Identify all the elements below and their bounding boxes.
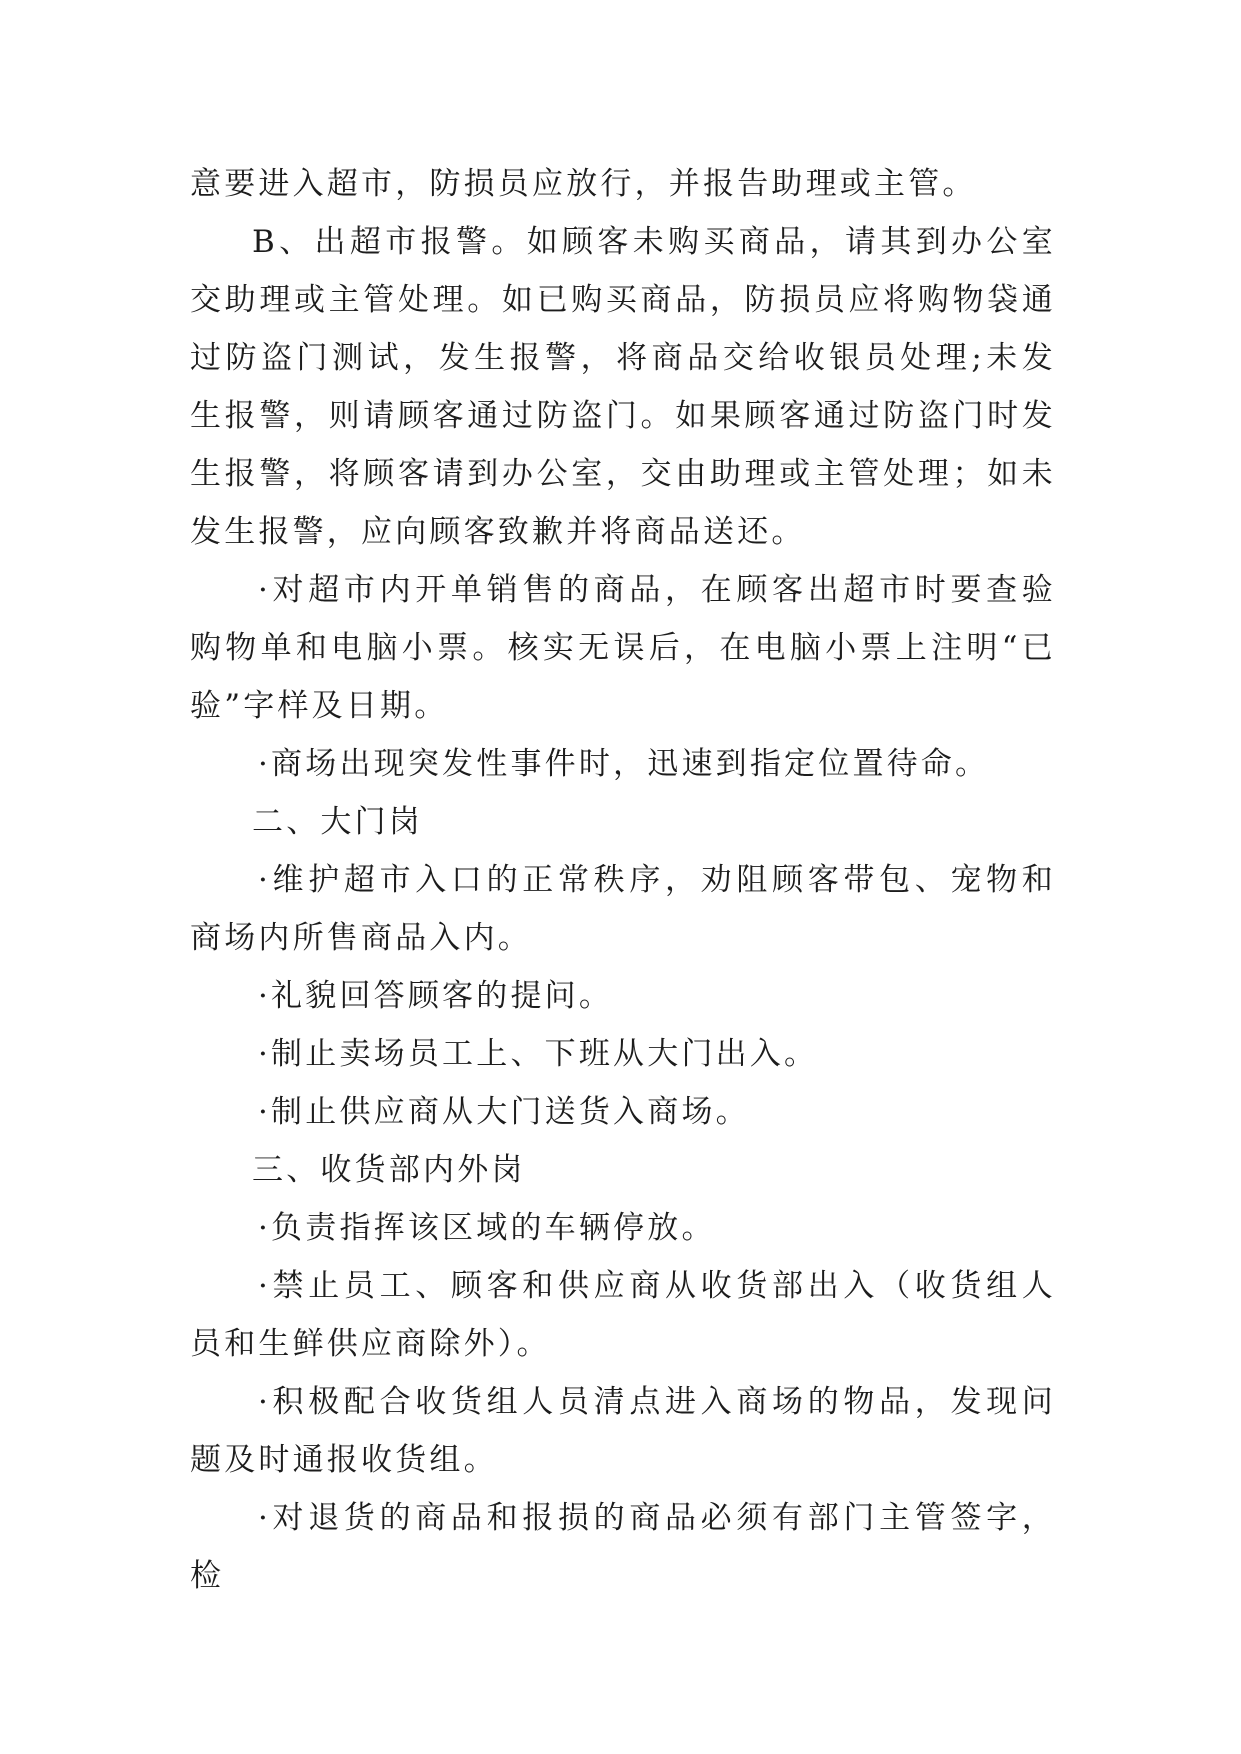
paragraph-exit-alarm: B、出超市报警。如顾客未购买商品，请其到办公室交助理或主管处理。如已购买商品，防损员应将购物袋通过防盗门测试，发生报警，将商品交给收银员处理;未发生报警，则请顾客通过防盗门。如果顾客通过防盗门时发生报警，将顾客请到办公室，交由助理或主管处理；如未发生报警，应向顾客致歉并将商品送还。 bbox=[190, 224, 1056, 550]
bullet-vehicle-parking: ·负责指挥该区域的车辆停放。 bbox=[258, 1210, 716, 1246]
bullet-count-goods: ·积极配合收货组人员清点进入商场的物品，发现问题及时通报收货组。 bbox=[190, 1384, 1056, 1478]
paragraph-continuation: 意要进入超市，防损员应放行，并报告助理或主管。 bbox=[190, 166, 977, 202]
bullet-answer-questions: ·礼貌回答顾客的提问。 bbox=[258, 978, 614, 1014]
bullet-staff-entry: ·制止卖场员工上、下班从大门出入。 bbox=[258, 1036, 819, 1072]
bullet-returns-signature: ·对退货的商品和报损的商品必须有部门主管签字，检 bbox=[190, 1500, 1056, 1594]
document-body bbox=[190, 155, 1056, 1605]
bullet-emergency: ·商场出现突发性事件时，迅速到指定位置待命。 bbox=[258, 746, 990, 782]
section-heading-main-gate: 二、大门岗 bbox=[252, 804, 423, 840]
section-heading-receiving: 三、收货部内外岗 bbox=[252, 1152, 526, 1188]
bullet-entrance-order: ·维护超市入口的正常秩序，劝阻顾客带包、宠物和商场内所售商品入内。 bbox=[190, 862, 1056, 956]
bullet-supplier-entry: ·制止供应商从大门送货入商场。 bbox=[258, 1094, 750, 1130]
bullet-no-entry-receiving: ·禁止员工、顾客和供应商从收货部出入（收货组人员和生鲜供应商除外）。 bbox=[190, 1268, 1056, 1362]
bullet-check-receipts: ·对超市内开单销售的商品，在顾客出超市时要查验购物单和电脑小票。核实无误后，在电脑小票上注明“已验”字样及日期。 bbox=[190, 572, 1056, 724]
